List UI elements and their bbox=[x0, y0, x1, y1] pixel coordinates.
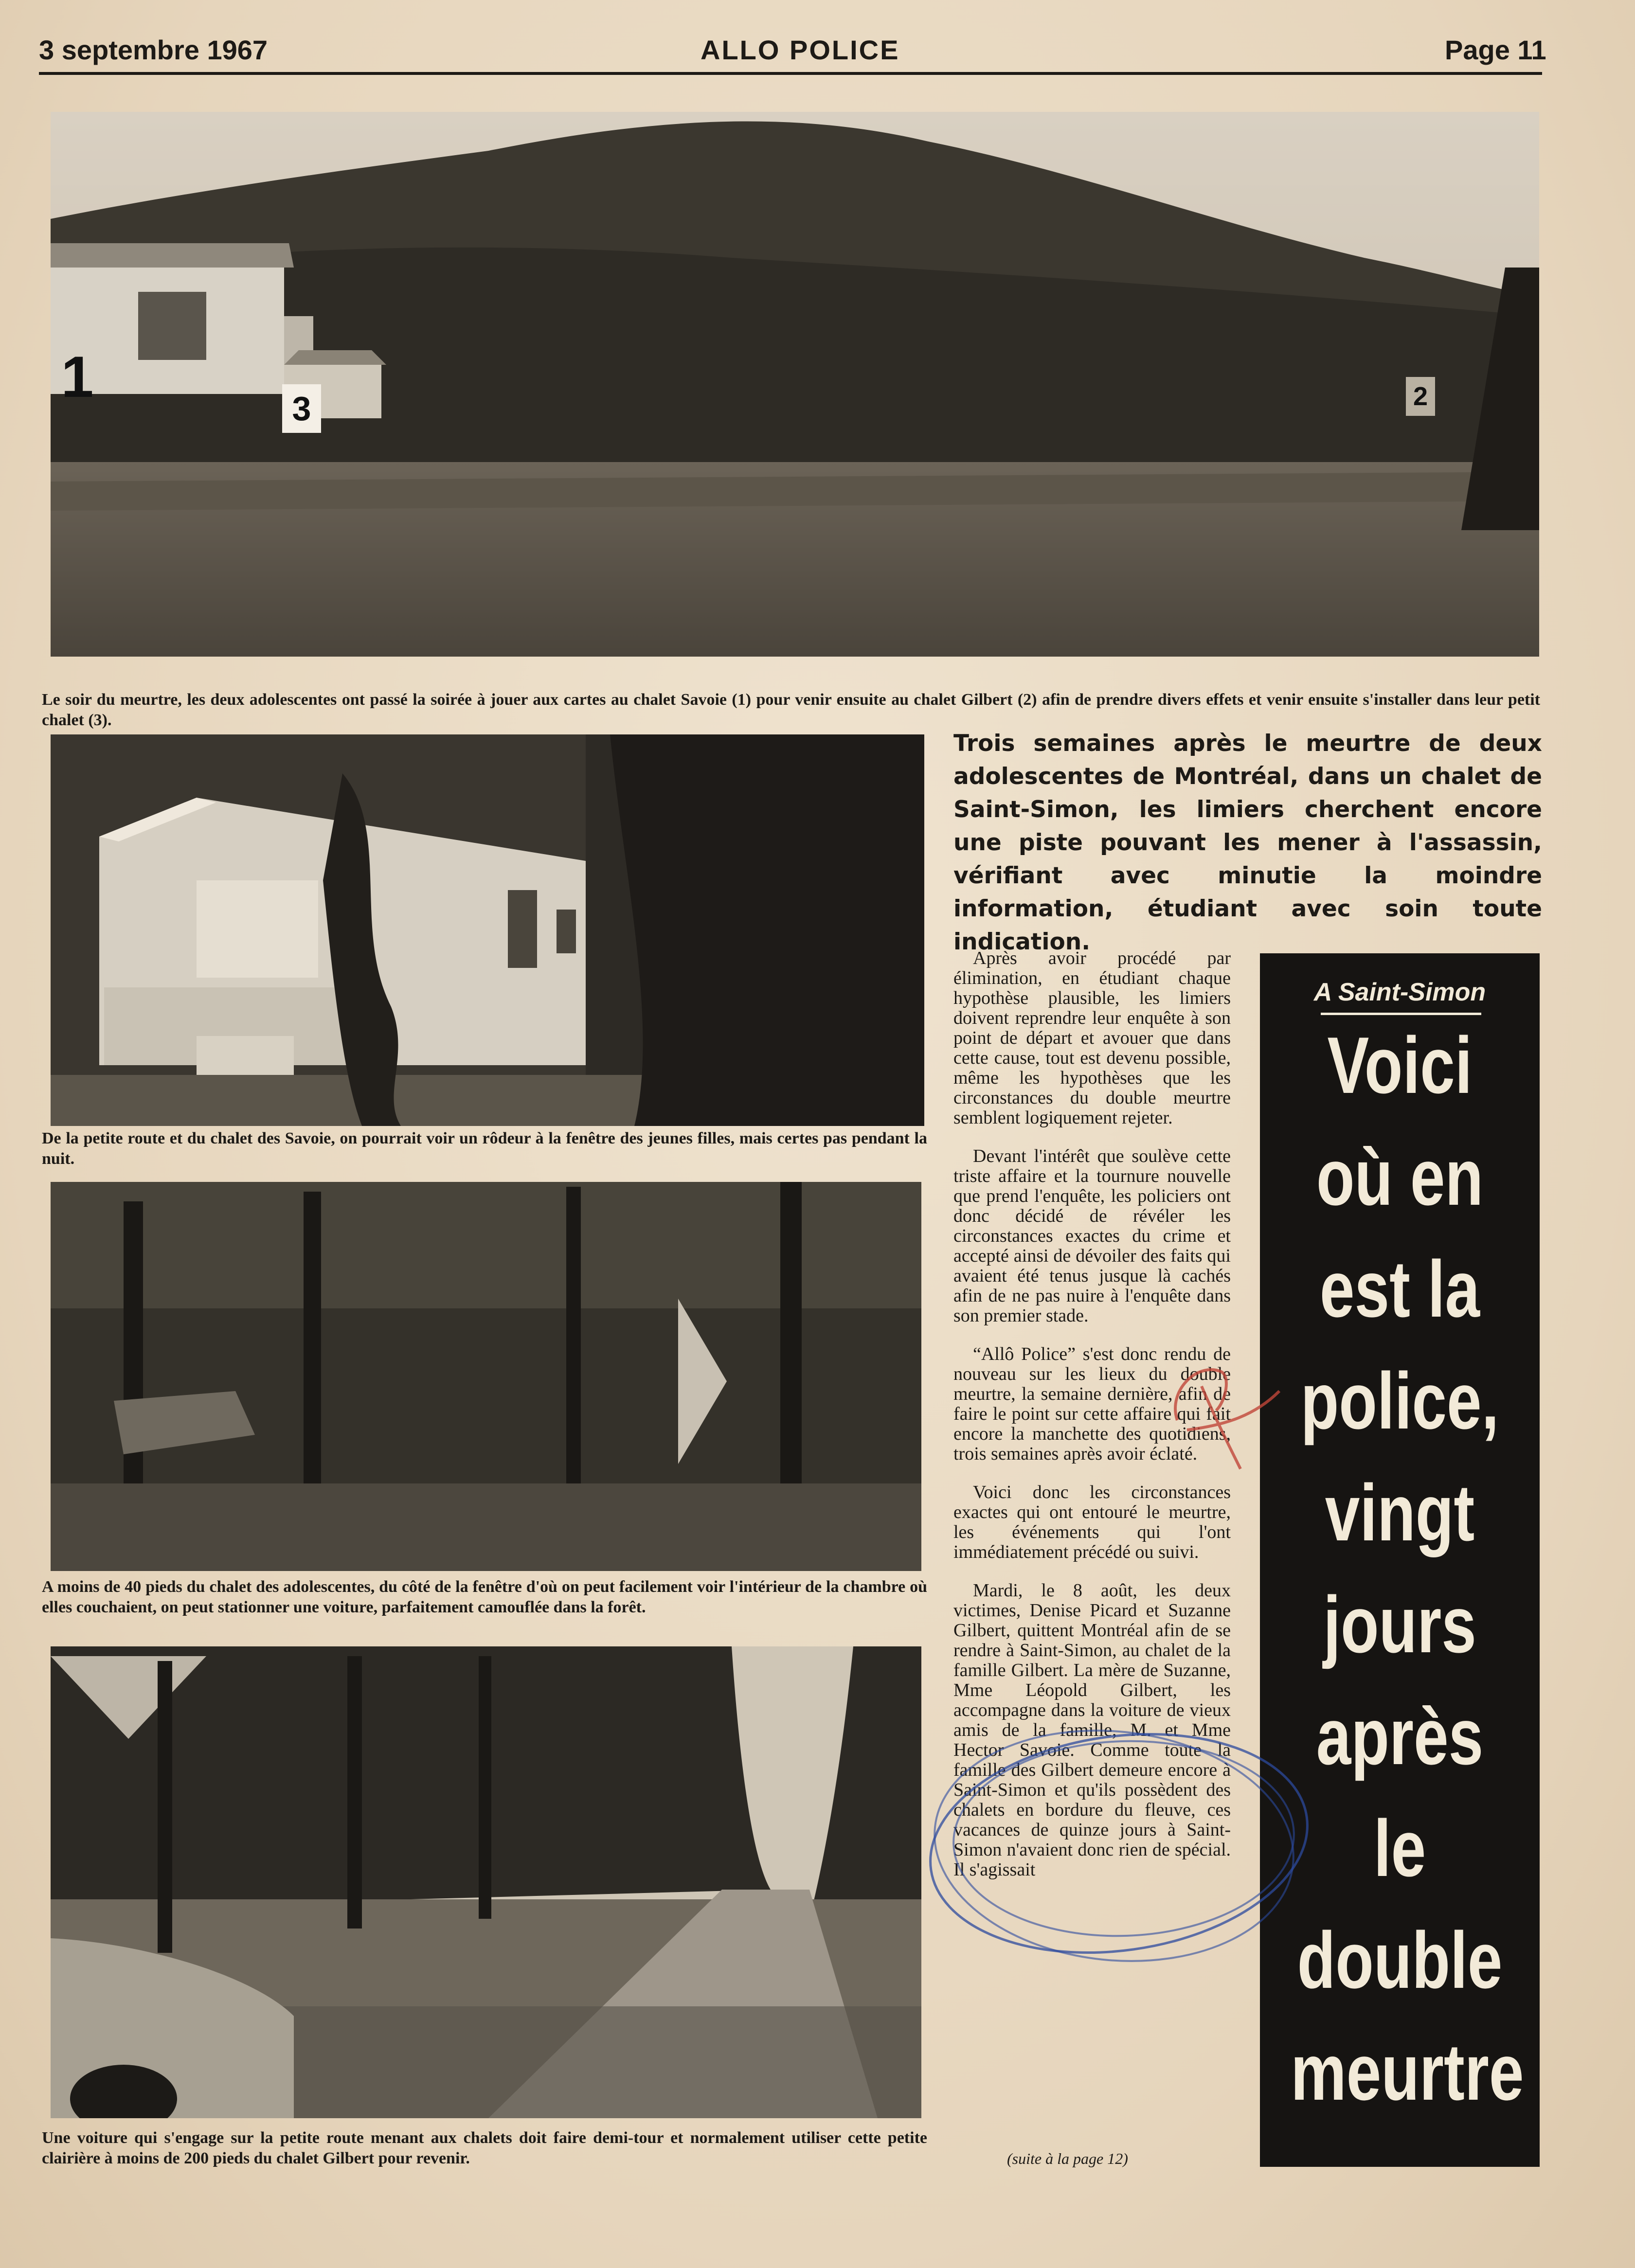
photo-label-2: 2 bbox=[1406, 377, 1435, 416]
headline-line-6: jours bbox=[1323, 1580, 1476, 1669]
headline-sidebar bbox=[1260, 953, 1540, 2167]
publication-name: ALLO POLICE bbox=[701, 35, 900, 65]
photo-label-3: 3 bbox=[282, 384, 321, 433]
continued-notice: (suite à la page 12) bbox=[1007, 2150, 1128, 2167]
headline-kicker: A Saint-Simon bbox=[1313, 978, 1486, 1006]
photo-savoie-chalet bbox=[51, 734, 924, 1126]
kicker-rule bbox=[1321, 1013, 1481, 1015]
body-paragraph-4: Voici donc les circonstances exactes qui ont entouré le meurtre, les événements qui l'ont immédiatement précédé ou suivi. bbox=[953, 1482, 1231, 1562]
headline-line-8: le bbox=[1373, 1804, 1426, 1893]
header-rule bbox=[39, 72, 1542, 75]
body-paragraph-3: “Allô Police” s'est donc rendu de nouveau sur les lieux du double meurtre, la semaine dernière, afin de faire le point sur cette affaire qui fait encore la manchette des quotidiens, trois semaines après avoir éclaté. bbox=[953, 1344, 1231, 1464]
headline-line-10: meurtre bbox=[1291, 2027, 1524, 2117]
caption-photo-4: Une voiture qui s'engage sur la petite route menant aux chalets doit faire demi-tour et normalement utiliser cette petite clairière à moins de 200 pieds du chalet Gilbert pour revenir. bbox=[42, 2129, 927, 2167]
body-paragraph-5: Mardi, le 8 août, les deux victimes, Denise Picard et Suzanne Gilbert, quittent Montréal afin de se rendre à Saint-Simon, au chalet de la famille Gilbert. La mère de Suzanne, Mme Léopold Gilbert, les accompagne dans la voiture de vieux amis de la famille, M. et Mme Hector Savoie. Comme toute la famille des Gilbert demeure encore à Saint-Simon et qu'ils possèdent des chalets en bordure du fleuve, ces vacances de quinze jours à Saint-Simon n'avaient donc rien de spécial. Il s'agissait bbox=[953, 1580, 1231, 1880]
page-number: Page 11 bbox=[1445, 35, 1546, 65]
photo-car-in-forest bbox=[51, 1182, 921, 1571]
article-lede: Trois semaines après le meurtre de deux adolescentes de Montréal, dans un chalet de Saint-Simon, les limiers cherchent encore une piste pouvant les mener à l'assassin, vérifiant avec minutie la moindre information, étudiant avec soin toute indication. bbox=[953, 730, 1542, 955]
issue-date: 3 septembre 1967 bbox=[39, 35, 268, 65]
caption-photo-1: Le soir du meurtre, les deux adolescentes ont passé la soirée à jouer aux cartes au chalet Savoie (1) pour venir ensuite au chalet Gilbert (2) afin de prendre divers effets et venir ensuite s'installer dans leur petit chalet (3). bbox=[42, 691, 1540, 729]
headline-line-9: double bbox=[1297, 1915, 1503, 2005]
article-body bbox=[953, 948, 1231, 1898]
photo-chalets-panorama bbox=[51, 112, 1539, 657]
headline-line-2: où en bbox=[1316, 1132, 1484, 1222]
caption-photo-3: A moins de 40 pieds du chalet des adolescentes, du côté de la fenêtre d'où on peut facilement voir l'intérieur de la chambre où elles couchaient, on peut stationner une voiture, parfaitement camouflée dans la forêt. bbox=[42, 1578, 927, 1616]
headline-line-7: après bbox=[1316, 1692, 1484, 1781]
headline-line-3: est la bbox=[1319, 1244, 1480, 1334]
photo-road-clearing bbox=[51, 1646, 921, 2118]
body-paragraph-2: Devant l'intérêt que soulève cette triste affaire et la tournure nouvelle que prend l'enquête, les policiers ont donc décidé de révéler les circonstances exactes du crime et accepté ainsi de dévoiler des faits qui avaient été tenus jusque là cachés afin de ne pas nuire à l'enquête dans son premier stade. bbox=[953, 1146, 1231, 1326]
headline-line-1: Voici bbox=[1327, 1020, 1473, 1110]
headline-line-4: police, bbox=[1300, 1356, 1499, 1446]
headline-line-5: vingt bbox=[1325, 1468, 1475, 1557]
body-paragraph-1: Après avoir procédé par élimination, en étudiant chaque hypothèse plausible, les limiers doivent reprendre leur enquête à son point de départ et avouer que dans cette cause, tout est devenu possible, même les hypothèses que les circonstances du double meurtre semblent logiquement rejeter. bbox=[953, 948, 1231, 1128]
caption-photo-2: De la petite route et du chalet des Savoie, on pourrait voir un rôdeur à la fenêtre des jeunes filles, mais certes pas pendant la nuit. bbox=[42, 1129, 927, 1168]
photo-label-1: 1 bbox=[61, 344, 94, 410]
